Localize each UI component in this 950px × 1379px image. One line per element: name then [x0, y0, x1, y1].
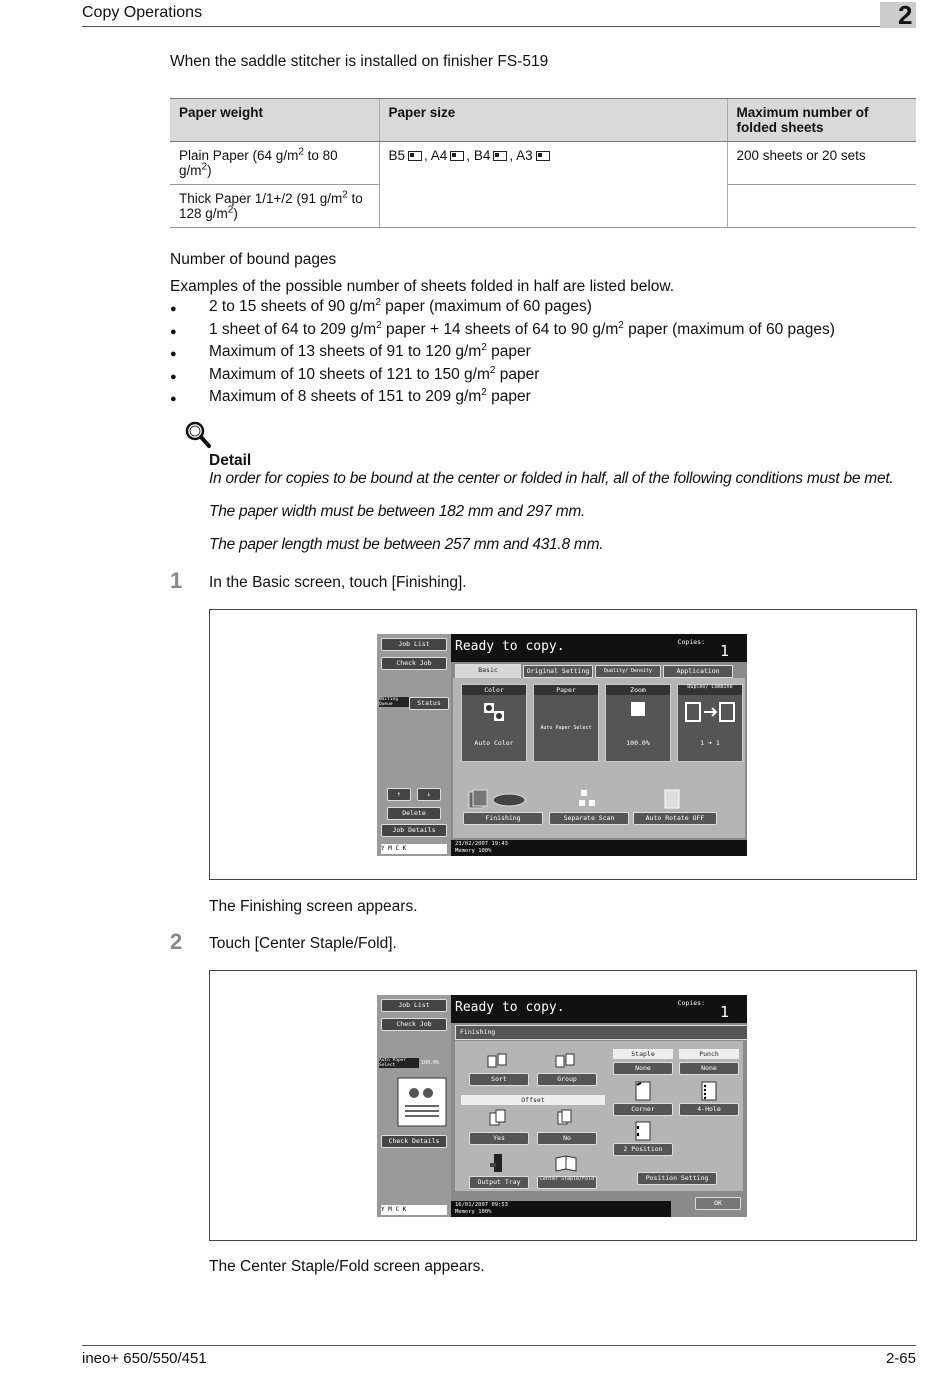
bottom-status [451, 840, 747, 856]
memory-label: Memory [455, 1209, 475, 1215]
copies-label: Copies: [677, 999, 705, 1007]
zoom-title: Zoom [606, 685, 670, 695]
landscape-orientation-icon [450, 151, 464, 161]
arrow-down-icon: ↓ [427, 790, 431, 798]
corner-staple-icon [635, 1081, 651, 1101]
toner-indicator: Y M C K [381, 1205, 447, 1215]
color-panel[interactable] [461, 684, 527, 762]
auto-rotate-button[interactable]: Auto Rotate OFF [633, 812, 717, 825]
table-row [170, 142, 916, 185]
detail-text: In order for copies to be bound at the center or folded in half, all of the following conditions must be met. [209, 470, 894, 487]
detail-text: The paper length must be between 257 mm and 431.8 mm. [209, 536, 604, 553]
time-display: 09:53 [491, 1202, 508, 1208]
paper-value: Auto Paper Select [540, 725, 592, 731]
step-text: Touch [Center Staple/Fold]. [209, 935, 397, 952]
punch-label: Punch [679, 1049, 739, 1059]
offset-no-icon [557, 1109, 575, 1127]
separate-scan-button[interactable]: Separate Scan [549, 812, 629, 825]
two-position-button[interactable]: 2 Position [613, 1143, 673, 1156]
date-display: 16/01/2007 [455, 1202, 489, 1208]
bound-pages-list [170, 298, 835, 411]
job-details-button[interactable]: Job Details [381, 824, 447, 837]
copies-count: 1 [719, 1003, 729, 1021]
bound-pages-heading: Number of bound pages [170, 251, 337, 268]
two-position-staple-icon [635, 1121, 651, 1141]
bottom-status [451, 1201, 671, 1217]
duplex-value: 1 ➜ 1 [700, 739, 720, 747]
duplex-panel[interactable] [677, 684, 743, 762]
landscape-orientation-icon [408, 151, 422, 161]
check-job-button[interactable]: Check Job [381, 1018, 447, 1031]
finishing-button[interactable]: Finishing [463, 812, 543, 825]
sort-icon [487, 1053, 507, 1069]
size-cell: B5 , A4 , B4 , A3 [379, 142, 727, 228]
list-item: ● Maximum of 10 sheets of 121 to 150 $g/m^2$ paper [170, 366, 835, 389]
running-header: Copy Operations [82, 4, 203, 21]
intro-text: When the saddle stitcher is installed on finisher FS-519 [170, 53, 549, 70]
tab-original-setting[interactable]: Original Setting [523, 665, 593, 678]
output-tray-icon [489, 1153, 507, 1173]
paper-panel[interactable] [533, 684, 599, 762]
memory-label: Memory [455, 848, 475, 854]
color-icon [482, 701, 506, 723]
scroll-down-button[interactable] [417, 788, 441, 801]
tab-basic[interactable]: Basic [455, 664, 521, 679]
output-tray-button[interactable]: Output Tray [469, 1176, 529, 1189]
auto-rotate-icon [663, 788, 681, 810]
left-panel [377, 995, 451, 1217]
color-title: Color [462, 685, 526, 695]
tab-application[interactable]: Application [663, 665, 733, 678]
check-details-button[interactable]: Check Details [381, 1135, 447, 1148]
staple-label: Staple [613, 1049, 673, 1059]
step-text: In the Basic screen, touch [Finishing]. [209, 574, 467, 591]
ready-message: Ready to copy. [455, 639, 565, 654]
list-item: ● 2 to 15 sheets of 90 $g/m^2$ paper (maximum of 60 pages) [170, 298, 835, 321]
landscape-orientation-icon [493, 151, 507, 161]
job-list-button[interactable]: Job List [381, 999, 447, 1012]
max-cell-empty [727, 185, 916, 228]
status-bar [451, 995, 747, 1023]
memory-value: 100% [478, 848, 492, 854]
offset-label: Offset [461, 1095, 605, 1105]
status-button[interactable]: Status [409, 697, 449, 710]
detail-heading: Detail [209, 452, 252, 469]
footer-model: ineo+ 650/550/451 [82, 1350, 207, 1367]
arrow-up-icon: ↑ [397, 790, 401, 798]
preview-image [397, 1077, 447, 1127]
finishing-icon [467, 788, 537, 810]
chapter-number: 2 [898, 0, 913, 30]
col-header-weight: Paper weight [170, 99, 379, 142]
landscape-orientation-icon [536, 151, 550, 161]
device-screen-basic [377, 634, 747, 856]
time-display: 19:43 [491, 841, 508, 847]
sort-button[interactable]: Sort [469, 1073, 529, 1086]
punch-none-button[interactable]: None [679, 1062, 739, 1075]
center-staple-fold-button[interactable]: Center Staple/Fold [537, 1176, 597, 1189]
job-list-button[interactable]: Job List [381, 638, 447, 651]
toner-indicator: Y M C K [381, 844, 447, 854]
header-rule [82, 26, 916, 27]
list-item: ● Maximum of 13 sheets of 91 to 120 $g/m^2$ paper [170, 343, 835, 366]
paper-title: Paper [534, 685, 598, 695]
group-icon [555, 1053, 575, 1069]
scroll-up-button[interactable] [387, 788, 411, 801]
zoom-info: 100.0% [421, 1060, 440, 1066]
step-number: 1 [170, 568, 183, 593]
position-setting-button[interactable]: Position Setting [637, 1172, 717, 1185]
fold-table [170, 98, 916, 228]
screenshot-frame-basic [209, 609, 917, 880]
date-display: 23/02/2007 [455, 841, 489, 847]
page-number: 2-65 [885, 1350, 916, 1367]
paper-info: Auto Paper Select [379, 1058, 419, 1068]
zoom-value: 100.0% [626, 739, 650, 747]
footer-rule [82, 1345, 916, 1346]
copies-count: 1 [719, 642, 729, 660]
waiting-queue-label: Waiting Queue [379, 697, 409, 707]
delete-button[interactable]: Delete [387, 807, 441, 820]
corner-staple-button[interactable]: Corner [613, 1103, 673, 1116]
step-result: The Finishing screen appears. [209, 898, 418, 915]
separate-scan-icon [577, 788, 597, 810]
status-bar [451, 634, 747, 662]
step-number: 2 [170, 929, 183, 954]
zoom-panel[interactable] [605, 684, 671, 762]
offset-no-button[interactable]: No [537, 1132, 597, 1145]
duplex-icon [684, 701, 736, 723]
weight-cell: Thick Paper 1/1+/2 (91 $g/m^2$ to 128 $g/m^2$) [170, 185, 379, 228]
offset-yes-icon [489, 1109, 507, 1127]
device-screen-finishing [377, 995, 747, 1217]
ok-button[interactable]: OK [695, 1197, 741, 1210]
check-job-button[interactable]: Check Job [381, 657, 447, 670]
detail-text: The paper width must be between 182 mm and 297 mm. [209, 503, 586, 520]
max-cell: 200 sheets or 20 sets [727, 142, 916, 185]
group-button[interactable]: Group [537, 1073, 597, 1086]
finishing-title: Finishing [455, 1025, 747, 1040]
step-result: The Center Staple/Fold screen appears. [209, 1258, 485, 1275]
memory-value: 100% [478, 1209, 492, 1215]
bound-pages-intro: Examples of the possible number of sheets folded in half are listed below. [170, 278, 675, 295]
ready-message: Ready to copy. [455, 1000, 565, 1015]
col-header-size: Paper size [379, 99, 727, 142]
center-fold-icon [555, 1155, 577, 1173]
four-hole-button[interactable]: 4-Hole [679, 1103, 739, 1116]
copies-label: Copies: [677, 638, 705, 646]
zoom-page-icon [630, 701, 646, 717]
left-panel [377, 634, 451, 856]
col-header-max: Maximum number of folded sheets [727, 99, 916, 142]
tab-quality-density[interactable]: Quality/ Density [595, 665, 661, 678]
magnifier-icon [184, 420, 212, 450]
screenshot-frame-finishing [209, 970, 917, 1241]
list-item: ● 1 sheet of 64 to 209 $g/m^2$ paper + 14 sheets of 64 to 90 $g/m^2$ paper (maximum of 60 pages) [170, 321, 835, 344]
color-value: Auto Color [474, 739, 514, 747]
staple-none-button[interactable]: None [613, 1062, 673, 1075]
duplex-title: Duplex/ Combine [678, 685, 742, 695]
offset-yes-button[interactable]: Yes [469, 1132, 529, 1145]
weight-cell: Plain Paper (64 $g/m^2$ to 80 $g/m^2$) [170, 142, 379, 185]
list-item: ● Maximum of 8 sheets of 151 to 209 $g/m^2$ paper [170, 388, 835, 411]
four-hole-icon [701, 1081, 717, 1101]
